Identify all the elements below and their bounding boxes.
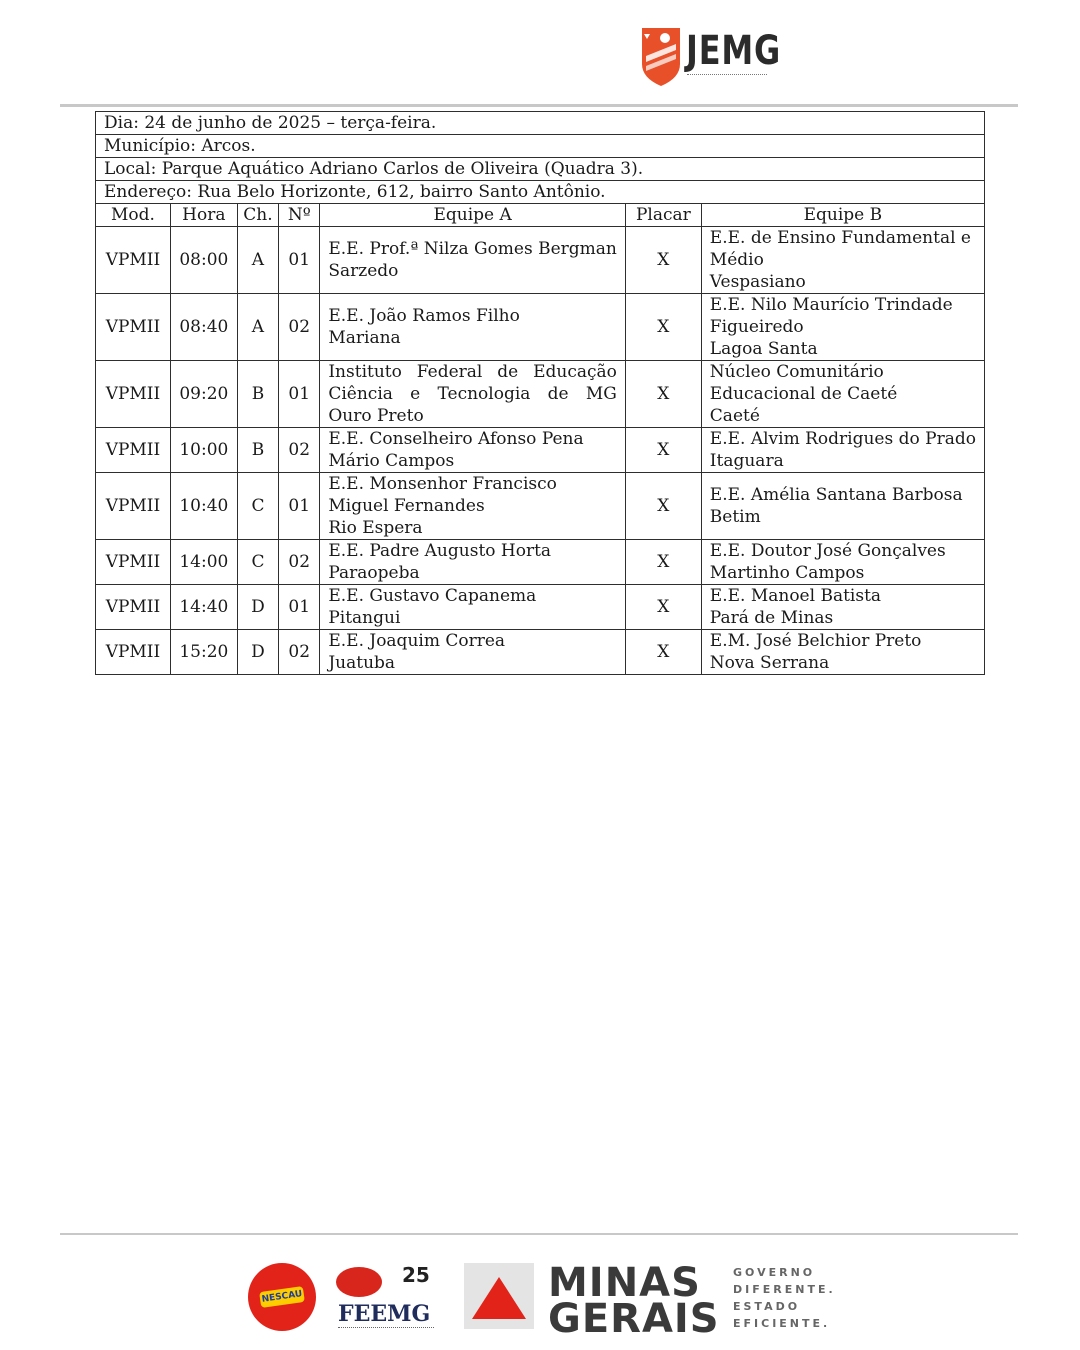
info-row-dia (96, 112, 985, 135)
info-row-municipio (96, 135, 985, 158)
info-municipio: Município: Arcos. (96, 135, 985, 158)
match-ch: C (237, 473, 278, 540)
match-score: X (625, 361, 701, 428)
info-row-local (96, 158, 985, 181)
match-team-a-line: Mário Campos (328, 451, 455, 471)
match-team-a (320, 585, 626, 630)
match-score: X (625, 473, 701, 540)
match-team-b-line: Educacional de Caeté (709, 384, 898, 404)
match-team-b-line: Nova Serrana (709, 653, 830, 673)
match-num: 02 (279, 540, 320, 585)
match-team-b (701, 227, 984, 294)
match-num: 01 (279, 473, 320, 540)
match-team-b (701, 361, 984, 428)
match-team-b (701, 473, 984, 540)
match-team-b (701, 540, 984, 585)
slogan-line-4: EFICIENTE. (733, 1317, 831, 1330)
match-row (96, 630, 985, 675)
match-score: X (625, 428, 701, 473)
match-team-b-line: E.E. Doutor José Gonçalves (709, 541, 946, 561)
match-team-b-line: Martinho Campos (709, 563, 865, 583)
header-divider (60, 104, 1018, 107)
match-team-a-line: E.E. Gustavo Capanema (328, 586, 537, 606)
col-header-ch: Ch. (237, 204, 278, 227)
match-hora: 14:00 (170, 540, 237, 585)
match-score: X (625, 294, 701, 361)
match-ch: B (237, 361, 278, 428)
minas-word: MINAS (548, 1260, 701, 1306)
match-hora: 08:00 (170, 227, 237, 294)
match-team-a-line: Rio Espera (328, 518, 423, 538)
match-team-a (320, 428, 626, 473)
match-team-a-line: Sarzedo (328, 261, 399, 281)
match-num: 02 (279, 428, 320, 473)
match-row (96, 294, 985, 361)
feemg-tagline (338, 1327, 434, 1331)
match-mod: VPMII (96, 540, 171, 585)
slogan-line-1: GOVERNO (733, 1266, 816, 1279)
match-mod: VPMII (96, 227, 171, 294)
match-team-a (320, 361, 626, 428)
match-hora: 14:40 (170, 585, 237, 630)
match-team-a-line: E.E. João Ramos Filho (328, 306, 520, 326)
col-header-equipe-a: Equipe A (320, 204, 626, 227)
match-score: X (625, 540, 701, 585)
match-ch: C (237, 540, 278, 585)
schedule-table (95, 111, 985, 675)
match-num: 02 (279, 294, 320, 361)
footer-divider (60, 1233, 1018, 1235)
match-mod: VPMII (96, 585, 171, 630)
match-team-a-line: Instituto Federal de Educação (328, 362, 617, 382)
match-team-a (320, 630, 626, 675)
column-header-row (96, 204, 985, 227)
match-num: 01 (279, 227, 320, 294)
match-hora: 10:00 (170, 428, 237, 473)
jemg-logo-text: JEMG (686, 28, 782, 74)
match-score: X (625, 630, 701, 675)
match-ch: A (237, 227, 278, 294)
match-team-b (701, 630, 984, 675)
info-dia: Dia: 24 de junho de 2025 – terça-feira. (96, 112, 985, 135)
match-team-b-line: Médio (709, 250, 764, 270)
col-header-equipe-b: Equipe B (701, 204, 984, 227)
match-team-b-line: Betim (709, 507, 761, 527)
match-team-a-line: Mariana (328, 328, 401, 348)
match-team-b-line: E.M. José Belchior Preto (709, 631, 922, 651)
info-endereco: Endereço: Rua Belo Horizonte, 612, bairro Santo Antônio. (96, 181, 985, 204)
match-team-a-line: E.E. Padre Augusto Horta (328, 541, 552, 561)
match-row (96, 227, 985, 294)
match-num: 02 (279, 630, 320, 675)
match-team-b-line: Lagoa Santa (709, 339, 818, 359)
match-team-b-line: Núcleo Comunitário (709, 362, 884, 382)
col-header-num: Nº (279, 204, 320, 227)
match-num: 01 (279, 361, 320, 428)
match-ch: B (237, 428, 278, 473)
match-mod: VPMII (96, 294, 171, 361)
match-team-a (320, 227, 626, 294)
match-mod: VPMII (96, 473, 171, 540)
feemg-25-badge: 25 (402, 1263, 430, 1287)
match-mod: VPMII (96, 361, 171, 428)
match-team-b-line: E.E. Amélia Santana Barbosa (709, 485, 963, 505)
match-row (96, 540, 985, 585)
match-team-a-line: Ciência e Tecnologia de MG (328, 384, 617, 404)
match-hora: 08:40 (170, 294, 237, 361)
match-row (96, 361, 985, 428)
match-team-b (701, 585, 984, 630)
match-hora: 09:20 (170, 361, 237, 428)
match-team-a (320, 473, 626, 540)
jemg-tagline (687, 74, 767, 78)
match-row (96, 585, 985, 630)
match-row (96, 428, 985, 473)
match-hora: 10:40 (170, 473, 237, 540)
match-team-a-line: E.E. Joaquim Correa (328, 631, 506, 651)
match-team-a (320, 540, 626, 585)
slogan-line-3: ESTADO (733, 1300, 801, 1313)
gerais-word: GERAIS (548, 1296, 720, 1342)
match-team-b-line: Figueiredo (709, 317, 804, 337)
match-ch: D (237, 630, 278, 675)
match-team-a-line: Ouro Preto (328, 406, 424, 426)
match-mod: VPMII (96, 428, 171, 473)
match-row (96, 473, 985, 540)
match-mod: VPMII (96, 630, 171, 675)
info-local: Local: Parque Aquático Adriano Carlos de Oliveira (Quadra 3). (96, 158, 985, 181)
match-team-b (701, 294, 984, 361)
match-hora: 15:20 (170, 630, 237, 675)
match-team-b-line: Pará de Minas (709, 608, 834, 628)
match-team-a-line: Miguel Fernandes (328, 496, 485, 516)
match-team-a-line: E.E. Conselheiro Afonso Pena (328, 429, 584, 449)
minas-gerais-mark (464, 1263, 534, 1329)
match-team-b-line: E.E. de Ensino Fundamental e (709, 228, 971, 248)
match-ch: D (237, 585, 278, 630)
match-team-b (701, 428, 984, 473)
col-header-hora: Hora (170, 204, 237, 227)
match-team-b-line: Itaguara (709, 451, 784, 471)
match-team-b-line: E.E. Manoel Batista (709, 586, 882, 606)
match-num: 01 (279, 585, 320, 630)
match-score: X (625, 227, 701, 294)
match-team-b-line: E.E. Alvim Rodrigues do Prado (709, 429, 976, 449)
match-team-a-line: Paraopeba (328, 563, 420, 583)
col-header-mod: Mod. (96, 204, 171, 227)
slogan-line-2: DIFERENTE. (733, 1283, 836, 1296)
feemg-logo-text: FEEMG (338, 1301, 431, 1327)
nescau-logo (248, 1263, 316, 1331)
match-team-a-line: E.E. Monsenhor Francisco (328, 474, 557, 494)
jemg-logo (638, 26, 782, 90)
match-team-b-line: Vespasiano (709, 272, 806, 292)
match-team-a-line: E.E. Prof.ª Nilza Gomes Bergman (328, 239, 617, 259)
match-score: X (625, 585, 701, 630)
match-team-a (320, 294, 626, 361)
footer-logos (0, 1245, 1080, 1345)
jemg-shield-icon (638, 26, 684, 88)
feemg-swoosh-icon (336, 1267, 382, 1297)
match-team-b-line: Caeté (709, 406, 760, 426)
feemg-logo (332, 1263, 442, 1335)
info-row-endereco (96, 181, 985, 204)
match-ch: A (237, 294, 278, 361)
triangle-icon (464, 1263, 534, 1329)
nescau-logo-text: NESCAU (259, 1286, 305, 1308)
match-team-a-line: Juatuba (328, 653, 396, 673)
col-header-placar: Placar (625, 204, 701, 227)
match-team-a-line: Pitangui (328, 608, 401, 628)
match-team-b-line: E.E. Nilo Maurício Trindade (709, 295, 953, 315)
